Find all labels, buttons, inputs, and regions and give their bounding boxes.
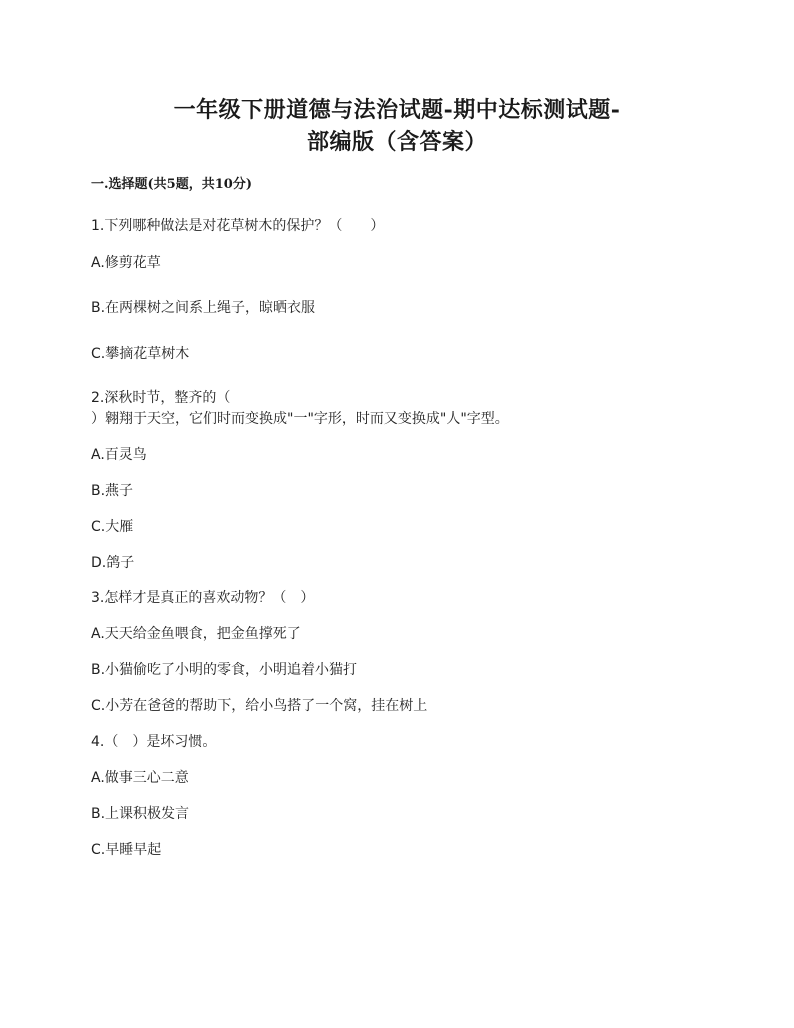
question-1-option-a: A.修剪花草 [91, 255, 161, 271]
question-2-option-c: C.大雁 [91, 519, 134, 535]
question-3-option-b: B.小猫偷吃了小明的零食，小明追着小猫打 [91, 662, 358, 678]
question-3-option-a: A.天天给金鱼喂食，把金鱼撑死了 [91, 626, 301, 642]
question-1-option-b: B.在两棵树之间系上绳子，晾晒衣服 [91, 300, 316, 316]
document-title-line-1: 一年级下册道德与法治试题-期中达标测试题- [173, 97, 621, 123]
section-heading: 一.选择题(共5题，共10分) [91, 177, 252, 192]
question-4-option-a: A.做事三心二意 [91, 770, 189, 786]
document-title-line-2: 部编版（含答案） [306, 129, 487, 155]
question-2-stem-line-2: ）翱翔于天空，它们时而变换成"一"字形，时而又变换成"人"字型。 [91, 411, 509, 427]
question-3-stem: 3.怎样才是真正的喜欢动物？（ ） [91, 590, 315, 606]
question-1-option-c: C.攀摘花草树木 [91, 346, 190, 362]
question-2-option-b: B.燕子 [91, 483, 134, 499]
question-4-option-c: C.早睡早起 [91, 842, 162, 858]
question-4-stem: 4.（ ）是坏习惯。 [91, 734, 217, 750]
question-2-stem-line-1: 2.深秋时节，整齐的（ [91, 390, 231, 406]
question-1-stem: 1.下列哪种做法是对花草树木的保护？（ ） [91, 218, 385, 234]
question-3-option-c: C.小芳在爸爸的帮助下，给小鸟搭了一个窝，挂在树上 [91, 698, 428, 714]
question-4-option-b: B.上课积极发言 [91, 806, 190, 822]
question-2-option-a: A.百灵鸟 [91, 447, 147, 463]
question-2-option-d: D.鸽子 [91, 555, 135, 571]
